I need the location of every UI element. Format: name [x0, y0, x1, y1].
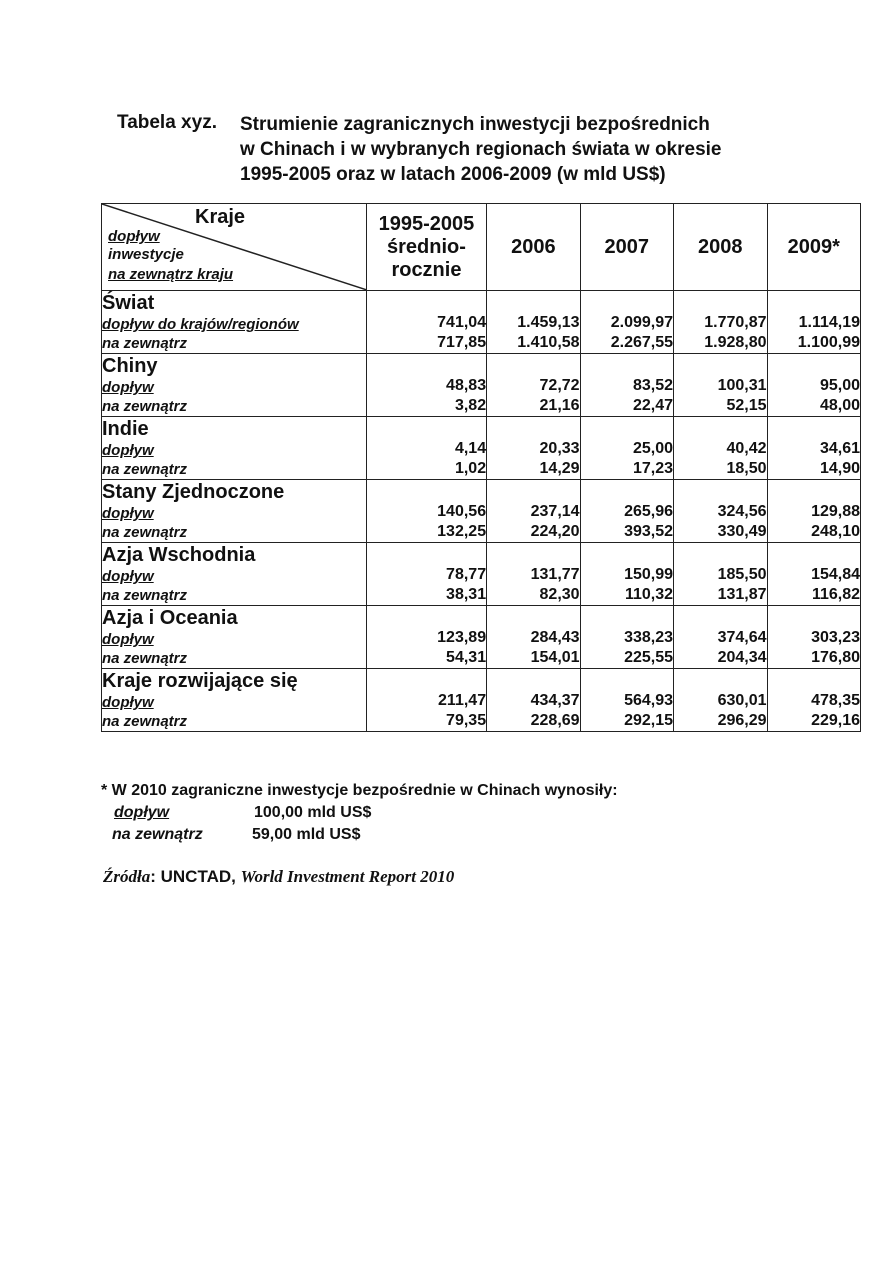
inflow-value: 324,56 [717, 503, 767, 520]
region-name: Świat [102, 292, 155, 314]
outflow-value: 296,29 [717, 712, 767, 729]
inflow-value: 34,61 [819, 440, 860, 457]
col-header-1995-2005: 1995-2005 średnio- rocznie [366, 204, 486, 291]
region-cell [102, 669, 367, 732]
inflow-value: 95,00 [819, 377, 860, 394]
value-cell [487, 480, 580, 543]
value-cell [366, 417, 486, 480]
inflow-label: dopływ [102, 694, 154, 711]
region-cell [102, 417, 367, 480]
table-row [102, 480, 861, 543]
source-org: : UNCTAD, [150, 867, 236, 886]
value-cell [580, 291, 673, 354]
value-cell [674, 417, 767, 480]
value-cell [366, 669, 486, 732]
value-cell [366, 354, 486, 417]
inflow-value: 154,84 [811, 566, 860, 583]
value-cell [366, 543, 486, 606]
region-cell [102, 354, 367, 417]
value-cell [487, 417, 580, 480]
outflow-value: 228,69 [530, 712, 580, 729]
outflow-value: 393,52 [624, 523, 674, 540]
outflow-value: 2.267,55 [610, 334, 674, 351]
inflow-value: 100,31 [717, 377, 767, 394]
outflow-label: na zewnątrz [102, 461, 188, 478]
value-cell [580, 606, 673, 669]
header-row [102, 204, 861, 291]
outflow-value: 116,82 [811, 586, 860, 603]
table-row [102, 606, 861, 669]
value-cell [487, 606, 580, 669]
outflow-value: 154,01 [530, 649, 580, 666]
outflow-value: 17,23 [632, 460, 674, 477]
inflow-value: 123,89 [437, 629, 487, 646]
outflow-value: 22,47 [632, 397, 674, 414]
inflow-value: 48,83 [446, 377, 487, 394]
outflow-value: 18,50 [726, 460, 767, 477]
outflow-value: 54,31 [446, 649, 487, 666]
inflow-value: 564,93 [624, 692, 674, 709]
inflow-value: 1.114,19 [798, 314, 860, 331]
region-name: Indie [102, 418, 149, 440]
corner-inflow-label: dopływ [108, 228, 160, 245]
value-cell [580, 417, 673, 480]
inflow-value: 78,77 [446, 566, 487, 583]
inflow-value: 20,33 [539, 440, 580, 457]
outflow-value: 52,15 [726, 397, 767, 414]
region-name: Azja Wschodnia [102, 544, 256, 566]
outflow-value: 248,10 [811, 523, 860, 540]
outflow-value: 224,20 [530, 523, 580, 540]
inflow-value: 434,37 [530, 692, 580, 709]
inflow-value: 478,35 [811, 692, 860, 709]
value-cell [767, 354, 861, 417]
value-cell [487, 354, 580, 417]
table-row [102, 543, 861, 606]
footnote-text: * W 2010 zagraniczne inwestycje bezpośrednie w Chinach wynosiły: [101, 782, 618, 799]
corner-investment-label: inwestycje [108, 246, 184, 263]
value-cell [674, 480, 767, 543]
inflow-value: 1.770,87 [704, 314, 767, 331]
inflow-value: 303,23 [811, 629, 860, 646]
region-cell [102, 606, 367, 669]
value-cell [767, 417, 861, 480]
outflow-value: 21,16 [539, 397, 580, 414]
table-row [102, 354, 861, 417]
value-cell [487, 291, 580, 354]
inflow-label: dopływ [102, 631, 154, 648]
outflow-value: 110,32 [624, 586, 674, 603]
table-row [102, 291, 861, 354]
title-line-3: 1995-2005 oraz w latach 2006-2009 (w mld US$) [240, 164, 666, 185]
value-cell [366, 291, 486, 354]
outflow-value: 48,00 [819, 397, 860, 414]
title-line-2: w Chinach i w wybranych regionach świata w okresie [240, 139, 722, 160]
outflow-value: 38,31 [446, 586, 487, 603]
outflow-value: 131,87 [717, 586, 767, 603]
title-line-1: Strumienie zagranicznych inwestycji bezpośrednich [240, 114, 710, 135]
inflow-value: 131,77 [530, 566, 580, 583]
region-cell [102, 291, 367, 354]
inflow-value: 211,47 [438, 692, 487, 709]
value-cell [366, 480, 486, 543]
outflow-value: 14,90 [819, 460, 860, 477]
value-cell [366, 606, 486, 669]
region-cell [102, 480, 367, 543]
outflow-value: 1.410,58 [517, 334, 580, 351]
value-cell [674, 543, 767, 606]
value-cell [674, 606, 767, 669]
inflow-value: 265,96 [624, 503, 674, 520]
value-cell [580, 543, 673, 606]
footnote-outflow-row [112, 826, 361, 844]
outflow-value: 3,82 [454, 397, 487, 414]
table-row [102, 669, 861, 732]
table-caption-label: Tabela xyz. [117, 112, 217, 133]
outflow-value: 330,49 [717, 523, 767, 540]
col-header-2007: 2007 [580, 204, 673, 291]
inflow-value: 1.459,13 [517, 314, 580, 331]
outflow-value: 229,16 [811, 712, 860, 729]
value-cell [580, 669, 673, 732]
outflow-value: 225,55 [624, 649, 674, 666]
value-cell [767, 291, 861, 354]
inflow-label: dopływ [102, 442, 154, 459]
inflow-value: 284,43 [530, 629, 580, 646]
footnote-outflow-label: na zewnątrz [112, 826, 203, 843]
footnote-inflow-row [112, 804, 371, 822]
table-row [102, 417, 861, 480]
footnote-inflow-label: dopływ [114, 804, 170, 821]
outflow-label: na zewnątrz [102, 650, 188, 667]
inflow-label: dopływ do krajów/regionów [102, 316, 299, 333]
value-cell [767, 480, 861, 543]
outflow-value: 14,29 [539, 460, 580, 477]
inflow-value: 72,72 [539, 377, 580, 394]
outflow-value: 82,30 [539, 586, 580, 603]
region-name: Chiny [102, 355, 158, 377]
value-cell [674, 354, 767, 417]
outflow-label: na zewnątrz [102, 587, 188, 604]
inflow-value: 83,52 [632, 377, 674, 394]
inflow-value: 338,23 [624, 629, 674, 646]
corner-countries-label: Kraje [195, 206, 246, 228]
outflow-value: 1.928,80 [704, 334, 767, 351]
inflow-value: 40,42 [726, 440, 767, 457]
outflow-value: 717,85 [437, 334, 487, 351]
outflow-value: 1,02 [454, 460, 487, 477]
corner-header [102, 204, 367, 291]
region-name: Azja i Oceania [102, 607, 238, 629]
inflow-value: 140,56 [437, 503, 487, 520]
inflow-value: 374,64 [717, 629, 767, 646]
outflow-value: 176,80 [811, 649, 860, 666]
region-name: Stany Zjednoczone [102, 481, 285, 503]
value-cell [580, 480, 673, 543]
value-cell [674, 669, 767, 732]
inflow-value: 2.099,97 [610, 314, 674, 331]
region-name: Kraje rozwijające się [102, 670, 298, 692]
value-cell [580, 354, 673, 417]
inflow-value: 237,14 [530, 503, 580, 520]
value-cell [767, 669, 861, 732]
outflow-value: 292,15 [624, 712, 674, 729]
inflow-value: 150,99 [624, 566, 674, 583]
col-header-2008: 2008 [674, 204, 767, 291]
outflow-value: 1.100,99 [797, 334, 860, 351]
inflow-label: dopływ [102, 568, 154, 585]
outflow-label: na zewnątrz [102, 398, 188, 415]
inflow-value: 25,00 [632, 440, 674, 457]
inflow-label: dopływ [102, 379, 154, 396]
source-work-title: World Investment Report 2010 [240, 867, 455, 886]
outflow-value: 79,35 [446, 712, 487, 729]
value-cell [767, 543, 861, 606]
outflow-label: na zewnątrz [102, 713, 188, 730]
region-cell [102, 543, 367, 606]
inflow-value: 741,04 [437, 314, 487, 331]
value-cell [487, 543, 580, 606]
outflow-value: 204,34 [717, 649, 767, 666]
corner-outflow-label: na zewnątrz kraju [108, 266, 234, 283]
inflow-value: 630,01 [717, 692, 767, 709]
inflow-value: 185,50 [717, 566, 767, 583]
outflow-label: na zewnątrz [102, 524, 188, 541]
footnote-inflow-value: 100,00 mld US$ [254, 804, 372, 821]
table-title [240, 112, 722, 187]
outflow-value: 132,25 [437, 523, 487, 540]
col-header-2009: 2009* [767, 204, 861, 291]
value-cell [767, 606, 861, 669]
inflow-value: 4,14 [454, 440, 487, 457]
value-cell [674, 291, 767, 354]
source-note [103, 867, 454, 887]
outflow-label: na zewnątrz [102, 335, 188, 352]
inflow-label: dopływ [102, 505, 154, 522]
footnote-outflow-value: 59,00 mld US$ [252, 826, 361, 843]
fdi-table [101, 203, 861, 732]
col-header-2006: 2006 [487, 204, 580, 291]
inflow-value: 129,88 [811, 503, 860, 520]
value-cell [487, 669, 580, 732]
source-label: Źródła [103, 867, 151, 886]
